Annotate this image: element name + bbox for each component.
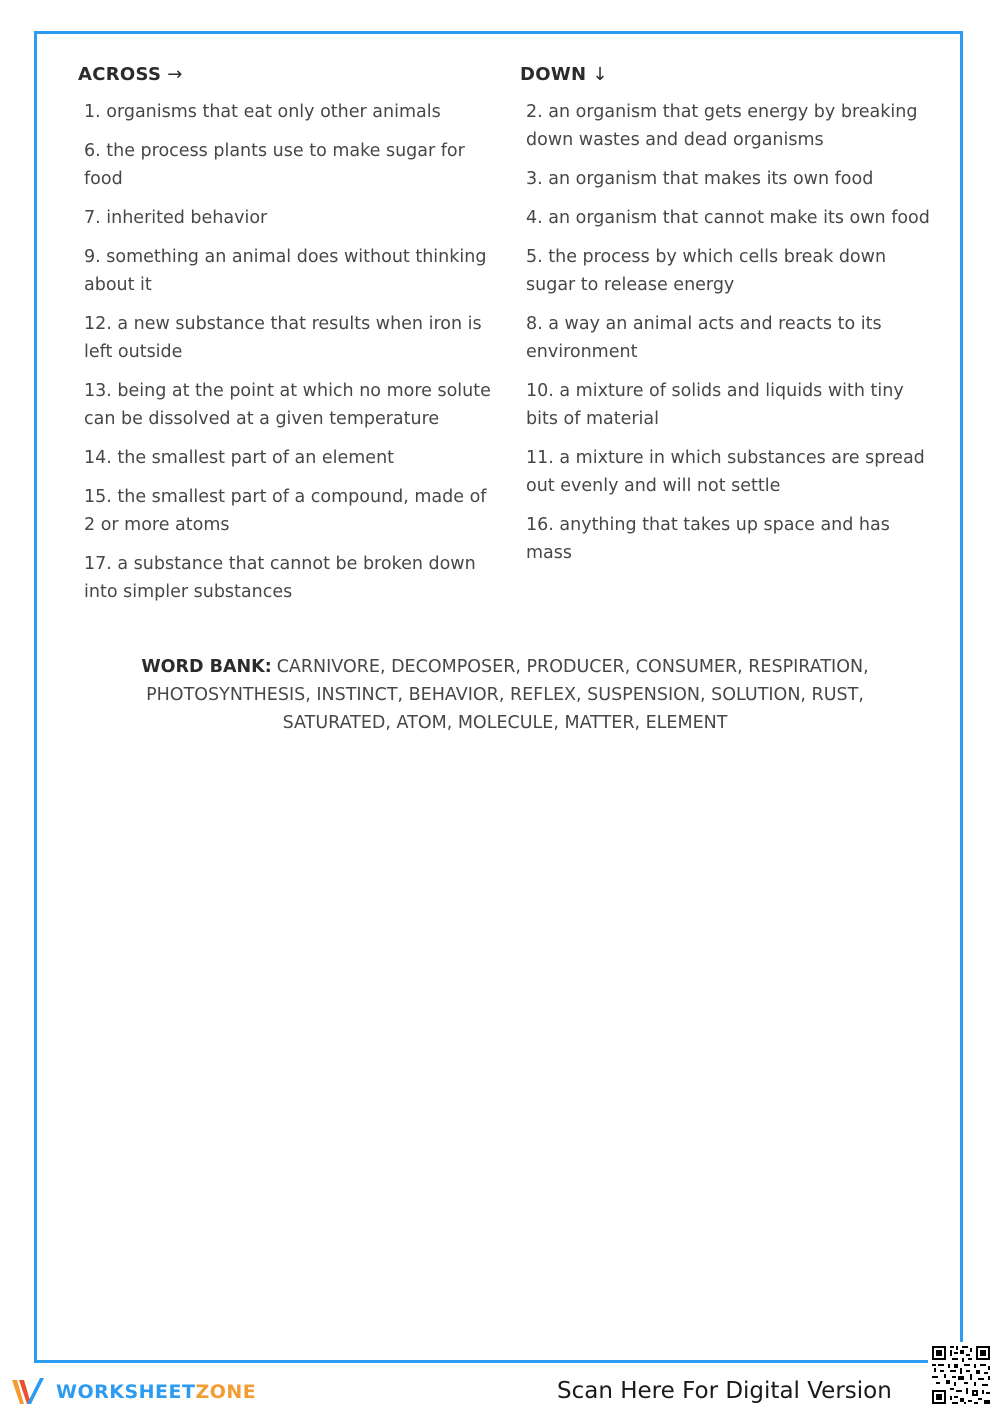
word-bank-label: WORD BANK:: [141, 657, 272, 677]
down-heading: [520, 62, 940, 88]
down-clue: 4. an organism that cannot make its own food: [526, 208, 930, 228]
across-clue: 9. something an animal does without thinking about it: [84, 247, 487, 295]
worksheetzone-logo-icon: [10, 1374, 50, 1410]
arrow-right-icon: →: [167, 64, 183, 85]
down-clue: 2. an organism that gets energy by breaking down wastes and dead organisms: [526, 102, 918, 150]
across-clue: 14. the smallest part of an element: [84, 448, 395, 468]
down-clue: 3. an organism that makes its own food: [526, 169, 874, 189]
across-clue: 6. the process plants use to make sugar for food: [84, 141, 465, 189]
arrow-down-icon: ↓: [592, 64, 608, 85]
scan-here-text: Scan Here For Digital Version: [557, 1378, 892, 1404]
logo-text: [56, 1381, 256, 1403]
across-clue: 12. a new substance that results when iron is left outside: [84, 314, 482, 362]
across-clue-list: [78, 98, 498, 606]
across-clue: 13. being at the point at which no more solute can be dissolved at a given temperature: [84, 381, 491, 429]
worksheetzone-logo[interactable]: [10, 1374, 256, 1410]
down-clue: 11. a mixture in which substances are spread out evenly and will not settle: [526, 448, 925, 496]
down-clue: 16. anything that takes up space and has mass: [526, 515, 890, 563]
across-section: [78, 62, 498, 617]
across-clue: 17. a substance that cannot be broken down into simpler substances: [84, 554, 476, 602]
down-clue: 5. the process by which cells break down sugar to release energy: [526, 247, 887, 295]
across-heading-label: ACROSS: [78, 64, 162, 85]
logo-text-part2: ZONE: [195, 1381, 257, 1403]
down-clue: 8. a way an animal acts and reacts to its environment: [526, 314, 882, 362]
across-clue: 7. inherited behavior: [84, 208, 268, 228]
down-section: [520, 62, 940, 578]
across-clue: 1. organisms that eat only other animals: [84, 102, 441, 122]
logo-text-part1: WORKSHEET: [56, 1381, 196, 1403]
down-clue-list: [520, 98, 940, 567]
down-heading-label: DOWN: [520, 64, 587, 85]
across-heading: [78, 62, 498, 88]
qr-code-icon[interactable]: [928, 1342, 994, 1408]
across-clue: 15. the smallest part of a compound, made of 2 or more atoms: [84, 487, 487, 535]
word-bank: [90, 653, 920, 737]
word-bank-words: CARNIVORE, DECOMPOSER, PRODUCER, CONSUMER, RESPIRATION, PHOTOSYNTHESIS, INSTINCT, BEHAVIOR, REFLEX, SUSPENSION, SOLUTION, RUST, SATURATED, ATOM, MOLECULE, MATTER, ELEMENT: [146, 657, 869, 733]
down-clue: 10. a mixture of solids and liquids with tiny bits of material: [526, 381, 904, 429]
